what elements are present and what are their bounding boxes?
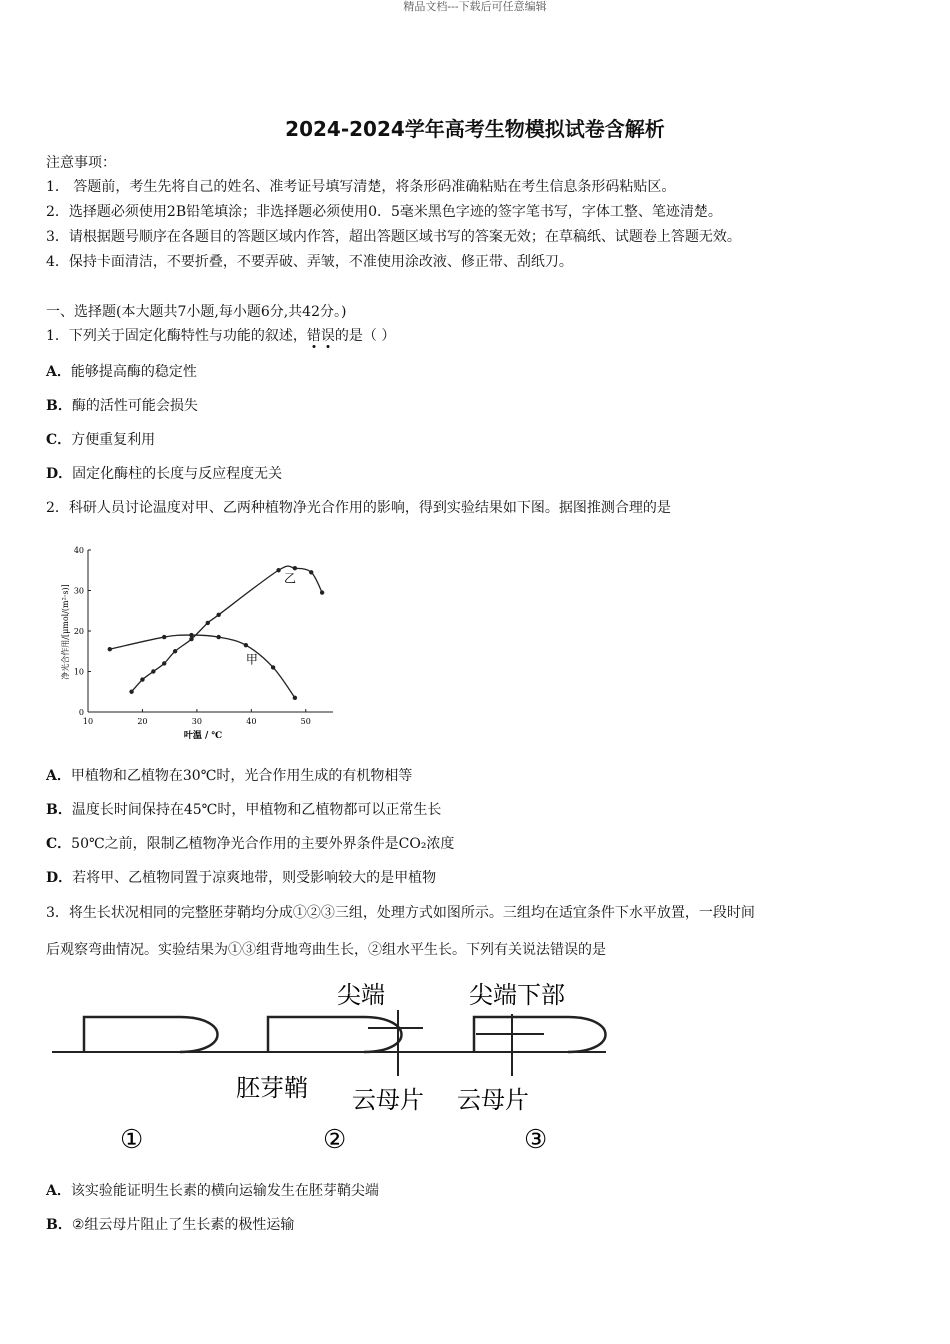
x-tick-label: 30: [191, 717, 202, 726]
group-3-number: ③: [524, 1125, 548, 1155]
option-text: 甲植物和乙植物在30℃时，光合作用生成的有机物相等: [70, 768, 413, 784]
data-point: [206, 621, 210, 625]
option-text: 方便重复利用: [71, 432, 156, 448]
x-tick-label: 40: [246, 717, 257, 726]
page-title: 2024-2024学年高考生物模拟试卷含解析: [285, 117, 665, 141]
net-photosynthesis-chart: [55, 538, 345, 748]
q2-option-d[interactable]: [46, 868, 436, 888]
option-key: B．: [46, 1217, 72, 1233]
q2-option-a[interactable]: [46, 766, 412, 786]
option-text: 能够提高酶的稳定性: [70, 364, 197, 380]
data-point: [151, 669, 155, 673]
notice-item: 1． 答题前，考生先将自己的姓名、准考证号填写清楚，将条形码准确粘贴在考生信息条形码粘贴区。: [46, 179, 676, 195]
data-point: [293, 696, 297, 700]
option-text: 温度长时间保持在45℃时，甲植物和乙植物都可以正常生长: [71, 802, 442, 818]
option-key: B．: [46, 802, 72, 818]
data-point: [173, 649, 177, 653]
option-key: C．: [46, 432, 72, 448]
option-text: 若将甲、乙植物同置于凉爽地带，则受影响较大的是甲植物: [72, 870, 437, 886]
y-tick-label: 10: [73, 667, 84, 677]
coleoptile-diagram: [40, 970, 620, 1160]
q1-option-d[interactable]: [46, 464, 282, 484]
q3-option-b[interactable]: [46, 1215, 294, 1235]
option-key: C．: [46, 836, 72, 852]
x-tick-label: 20: [137, 717, 148, 726]
q1-option-c[interactable]: [46, 430, 155, 450]
option-key: D．: [46, 466, 73, 482]
q3-stem-line1: 3．将生长状况相同的完整胚芽鞘均分成①②③三组，处理方式如图所示。三组均在适宜条件下水平放置，一段时间: [46, 905, 755, 921]
data-point: [309, 570, 313, 574]
option-key: A．: [46, 1183, 71, 1199]
data-point: [293, 566, 297, 570]
q2-option-c[interactable]: [46, 834, 454, 854]
data-point: [276, 568, 280, 572]
q3-option-a[interactable]: [46, 1181, 379, 1201]
y-tick-label: 0: [78, 708, 84, 717]
group-2-number: ②: [323, 1125, 347, 1155]
label-tip: 尖端: [337, 981, 385, 1009]
data-point: [216, 613, 220, 617]
data-point: [320, 590, 324, 594]
q1-stem-text: 1．下列关于固定化酶特性与功能的叙述，: [46, 328, 307, 344]
data-point: [216, 635, 220, 639]
notice-item: 3．请根据题号顺序在各题目的答题区域内作答，超出答题区域书写的答案无效；在草稿纸、试题卷上答题无效。: [46, 229, 741, 245]
q1-stem: [46, 326, 395, 346]
emphasis-char: 误: [320, 328, 335, 344]
emphasis-char: 错: [306, 328, 321, 344]
option-key: D．: [46, 870, 73, 886]
group-1-number: ①: [120, 1125, 144, 1155]
y-axis-label: 净光合作用/[μmol/(m²·s)]: [61, 584, 70, 680]
data-point: [189, 637, 193, 641]
data-point: [108, 647, 112, 651]
series-label-jia: 甲: [245, 652, 258, 667]
y-tick-label: 30: [73, 586, 84, 596]
q1-option-b[interactable]: [46, 396, 198, 416]
option-key: A．: [46, 364, 71, 380]
x-axis-label: 叶温 / ℃: [183, 731, 223, 741]
y-tick-label: 20: [73, 627, 84, 636]
data-point: [140, 677, 144, 681]
notice-heading: 注意事项：: [46, 155, 116, 171]
series-label-yi: 乙: [284, 571, 297, 586]
option-text: 固定化酶柱的长度与反应程度无关: [72, 466, 283, 482]
notice-item: 4．保持卡面清洁，不要折叠，不要弄破、弄皱，不准使用涂改液、修正带、刮纸刀。: [46, 254, 573, 270]
option-text: ②组云母片阻止了生长素的极性运输: [71, 1217, 295, 1233]
data-point: [271, 665, 275, 669]
x-tick-label: 10: [82, 717, 94, 726]
chart-axes: [88, 550, 333, 712]
data-point: [162, 635, 166, 639]
x-tick-label: 50: [300, 717, 311, 726]
option-key: B．: [46, 398, 72, 414]
section-heading: 一、选择题(本大题共7小题,每小题6分,共42分。): [46, 304, 347, 320]
data-point: [129, 690, 133, 694]
option-text: 酶的活性可能会损失: [71, 398, 198, 414]
data-point: [162, 661, 166, 665]
q2-stem: 2．科研人员讨论温度对甲、乙两种植物净光合作用的影响，得到实验结果如下图。据图推测合理的是: [46, 500, 671, 516]
option-text: 该实验能证明生长素的横向运输发生在胚芽鞘尖端: [70, 1183, 379, 1199]
option-text: 50℃之前，限制乙植物净光合作用的主要外界条件是CO₂浓度: [71, 836, 455, 852]
q1-stem-tail: 的是（ ）: [334, 328, 396, 344]
q3-stem-line2: 后观察弯曲情况。实验结果为①③组背地弯曲生长，②组水平生长。下列有关说法错误的是: [46, 942, 606, 958]
notice-item: 2．选择题必须使用2B铅笔填涂；非选择题必须使用0．5毫米黑色字迹的签字笔书写，字体工整、笔迹清楚。: [46, 204, 722, 220]
option-key: A．: [46, 768, 71, 784]
y-tick-label: 40: [73, 546, 84, 555]
coleoptile-2: [268, 1017, 402, 1052]
label-coleoptile: 胚芽鞘: [236, 1074, 308, 1102]
page-header: 精品文档---下载后可任意编辑: [403, 0, 547, 13]
label-mica-1: 云母片: [352, 1086, 424, 1114]
coleoptile-1: [84, 1017, 218, 1052]
series-line-0: [110, 635, 295, 698]
q2-option-b[interactable]: [46, 800, 441, 820]
q1-option-a[interactable]: [46, 362, 197, 382]
label-mica-2: 云母片: [457, 1086, 529, 1114]
data-point: [244, 643, 248, 647]
chart-series: [108, 566, 325, 700]
data-point: [189, 633, 193, 637]
label-below-tip: 尖端下部: [469, 981, 565, 1009]
